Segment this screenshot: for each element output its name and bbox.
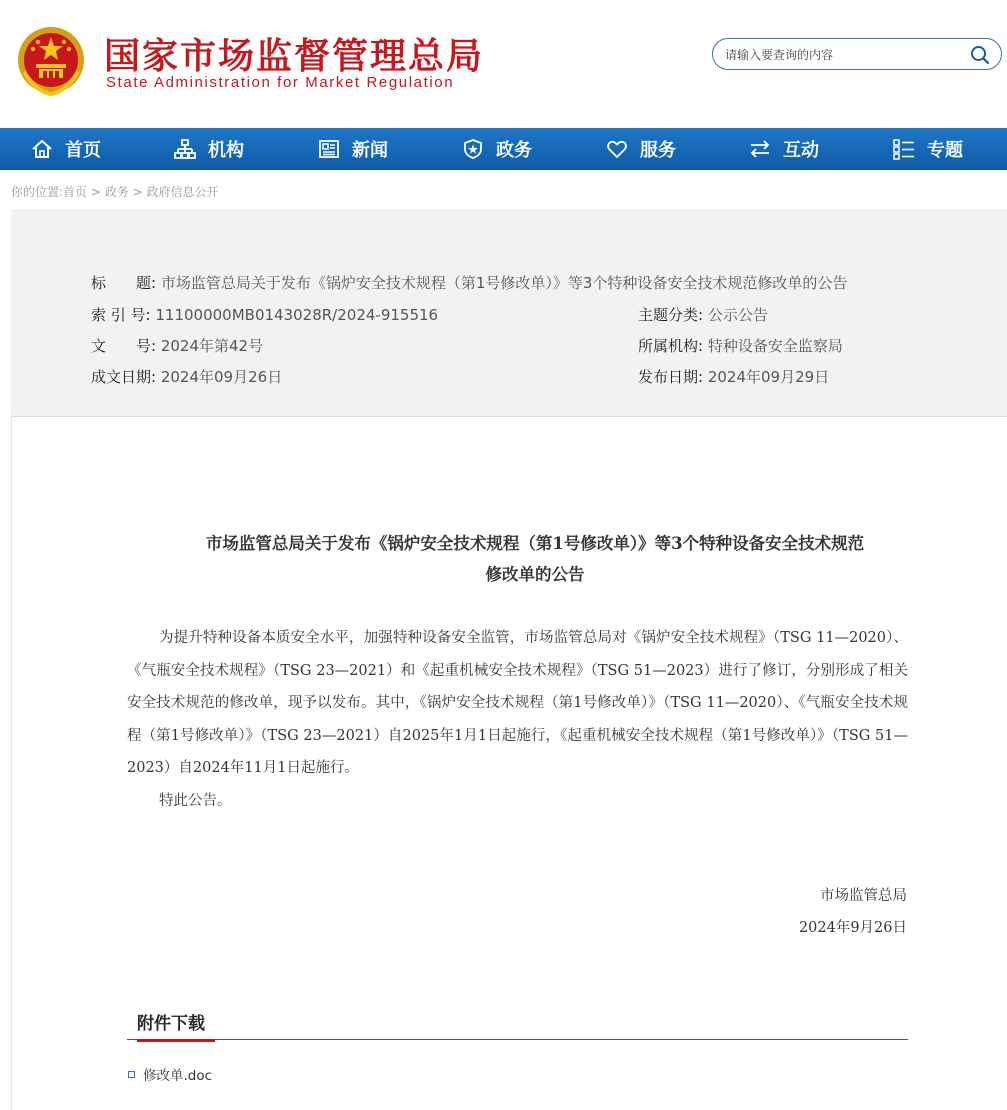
info-topic-value: 公示公告 xyxy=(707,306,768,324)
breadcrumb-item-home[interactable]: 首页 xyxy=(63,185,88,199)
nav-label: 新闻 xyxy=(352,140,388,161)
nav-item-service[interactable] xyxy=(606,128,676,170)
home-icon xyxy=(31,138,53,160)
search-box xyxy=(712,38,1002,70)
info-published-value: 2024年09月29日 xyxy=(707,368,830,386)
info-title-label: 标 题: xyxy=(91,274,157,292)
nav-label: 机构 xyxy=(208,140,244,161)
site-header xyxy=(0,0,1007,128)
info-org-label: 所属机构: xyxy=(638,337,704,355)
info-org-value: 特种设备安全监察局 xyxy=(707,337,843,355)
attachments-heading: 附件下载 xyxy=(137,1012,215,1042)
nav-item-org[interactable] xyxy=(174,128,244,170)
info-title-row xyxy=(91,272,847,293)
bullet-icon xyxy=(128,1071,135,1078)
news-icon xyxy=(318,138,340,160)
article-title-line1: 市场监管总局关于发布《锅炉安全技术规程（第1号修改单）》等3个特种设备安全技术规范 xyxy=(205,534,865,553)
heart-icon xyxy=(606,138,628,160)
search-icon[interactable] xyxy=(970,45,990,65)
info-title-value: 市场监管总局关于发布《锅炉安全技术规程（第1号修改单）》等3个特种设备安全技术规范修改单的公告 xyxy=(160,274,848,292)
breadcrumb-item-affairs[interactable]: 政务 xyxy=(104,185,129,199)
info-index-label: 索 引 号: xyxy=(91,306,151,324)
attachment-link[interactable]: 修改单.doc xyxy=(143,1068,213,1084)
attachments-header xyxy=(127,1012,908,1040)
nav-label: 服务 xyxy=(640,140,676,161)
info-docno-value: 2024年第42号 xyxy=(160,337,264,355)
national-emblem-icon[interactable] xyxy=(16,24,86,98)
info-index-value: 11100000MB0143028R/2024-915516 xyxy=(155,306,439,324)
nav-label: 政务 xyxy=(496,140,532,161)
breadcrumb-separator: > xyxy=(90,185,101,199)
article-signer: 市场监管总局 xyxy=(820,888,907,904)
nav-label: 专题 xyxy=(927,140,963,161)
search-input[interactable] xyxy=(723,45,967,65)
nav-item-interact[interactable] xyxy=(749,128,819,170)
article-title-line2: 修改单的公告 xyxy=(485,565,585,584)
info-topic-row xyxy=(638,304,768,325)
info-created-label: 成文日期: xyxy=(91,368,157,386)
exchange-icon xyxy=(749,138,771,160)
breadcrumb-prefix: 你的位置: xyxy=(11,185,64,199)
article-title xyxy=(160,528,910,590)
nav-label: 首页 xyxy=(65,140,101,161)
site-title-en: State Administration for Market Regulation xyxy=(106,74,455,91)
info-published-label: 发布日期: xyxy=(638,368,704,386)
breadcrumb-item-public-info[interactable]: 政府信息公开 xyxy=(146,185,219,199)
article-paragraph: 为提升特种设备本质安全水平，加强特种设备安全监管，市场监管总局对《锅炉安全技术规程》（TSG 11—2020）、《气瓶安全技术规程》（TSG 23—2021）和《起重机械安全技术规程》（TSG 51—2023）进行了修订，分别形成了相关安全技术规范的修改单，现予以发布。其中，《锅炉安全技术规程（第1号修改单）》（TSG 11—2020）、《气瓶安全技术规程（第1号修改单）》（TSG 23—2021）自2025年1月1日起施行，《起重机械安全技术规程（第1号修改单）》（TSG 51—2023）自2024年11月1日起施行。 xyxy=(127,630,908,776)
info-docno-label: 文 号: xyxy=(91,337,157,355)
main-nav xyxy=(0,128,1007,170)
info-topic-label: 主题分类: xyxy=(638,306,704,324)
topic-list-icon xyxy=(893,138,915,160)
breadcrumb xyxy=(11,183,219,200)
article-date: 2024年9月26日 xyxy=(798,920,907,936)
article-paragraph: 特此公告。 xyxy=(159,792,232,809)
info-created-row xyxy=(91,366,282,387)
info-published-row xyxy=(638,366,829,387)
nav-item-topics[interactable] xyxy=(893,128,963,170)
shield-icon xyxy=(462,138,484,160)
nav-label: 互动 xyxy=(783,140,819,161)
info-created-value: 2024年09月26日 xyxy=(160,368,283,386)
nav-item-news[interactable] xyxy=(318,128,388,170)
attachment-item[interactable] xyxy=(128,1064,212,1084)
org-chart-icon xyxy=(174,138,196,160)
nav-item-affairs[interactable] xyxy=(462,128,532,170)
info-org-row xyxy=(638,335,843,356)
site-title-cn[interactable]: 国家市场监督管理总局 xyxy=(104,36,485,77)
breadcrumb-separator: > xyxy=(132,185,143,199)
info-index-row xyxy=(91,304,438,325)
article-body xyxy=(127,622,908,817)
info-docno-row xyxy=(91,335,263,356)
nav-item-home[interactable] xyxy=(31,128,101,170)
